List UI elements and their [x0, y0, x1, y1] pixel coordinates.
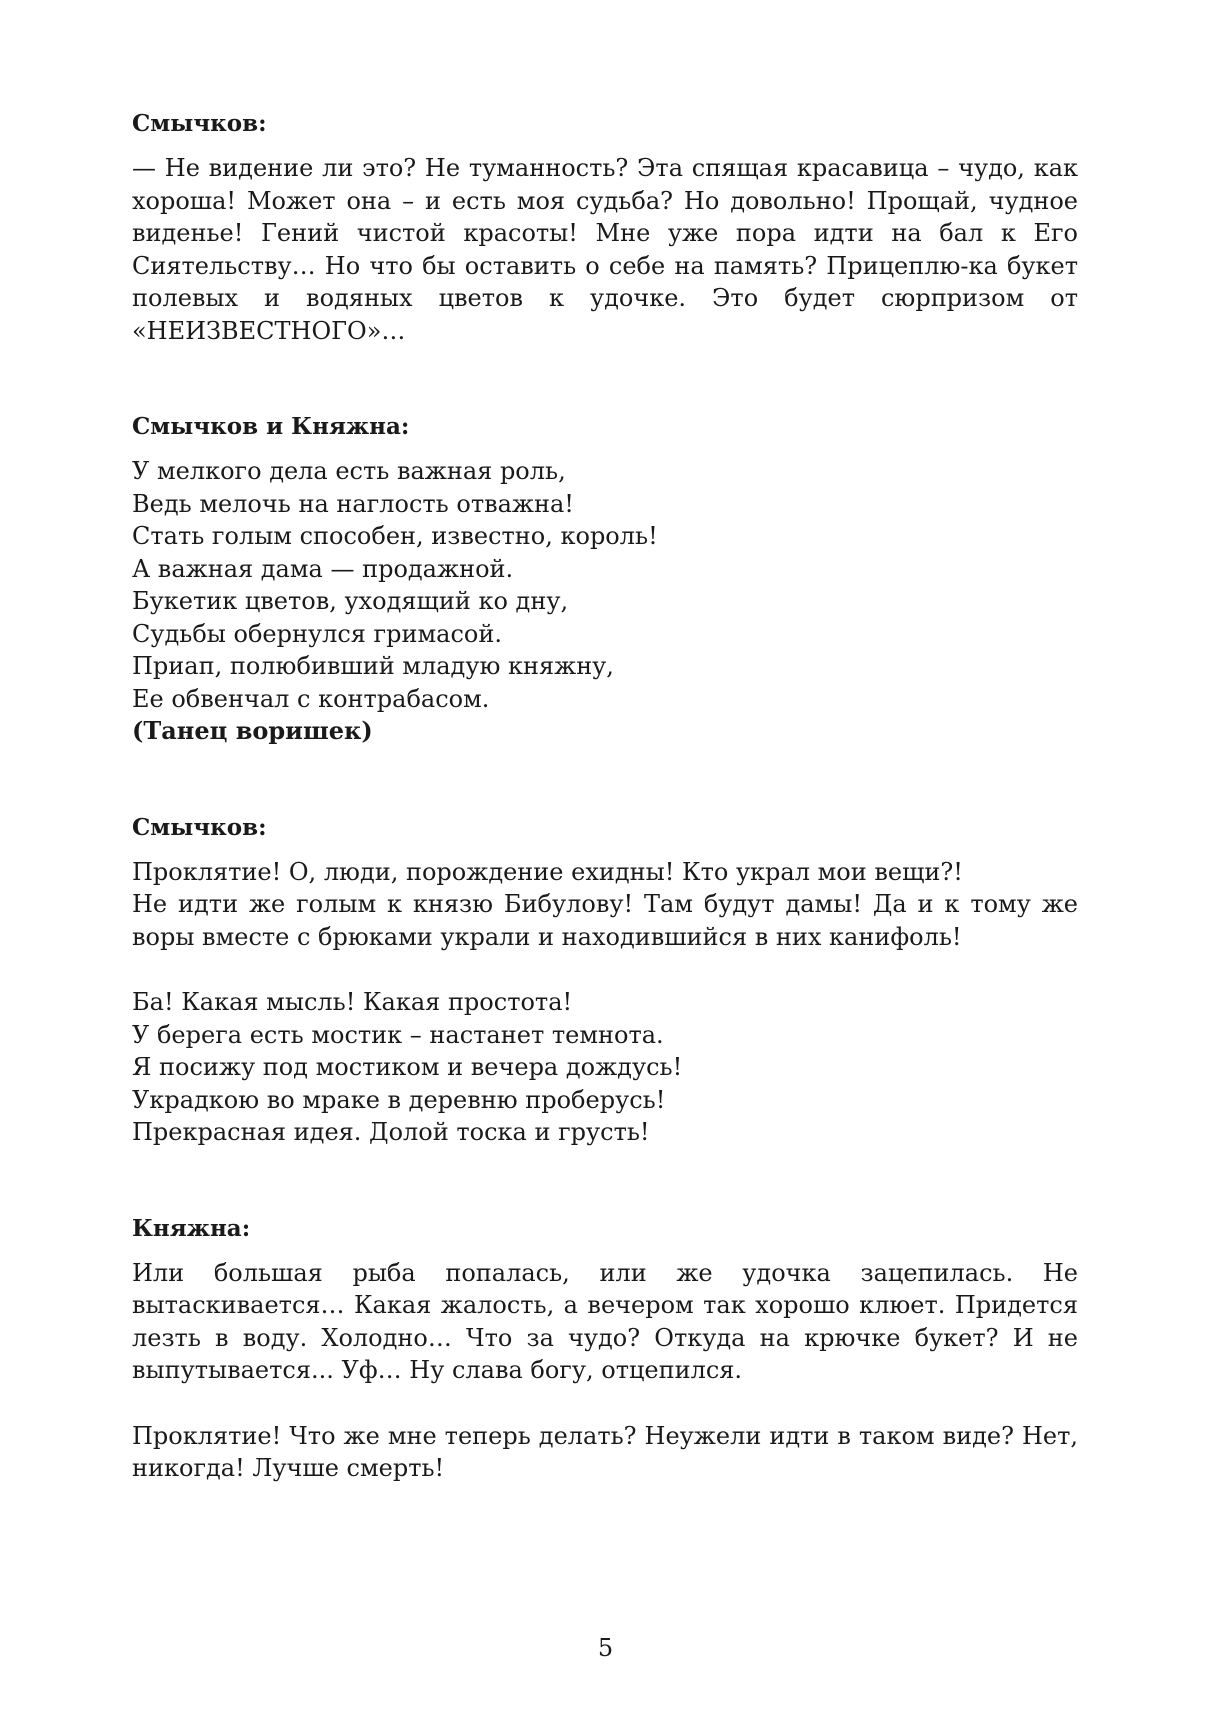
verse-line: Ведь мелочь на наглость отважна!: [132, 489, 574, 518]
dialogue-paragraph: Не идти же голым к князю Бибулову! Там будут дамы! Да и к тому же воры вместе с брюками украли и находившийся в них канифоль!: [132, 890, 1078, 951]
speaker-name: Смычков:: [132, 813, 267, 841]
dialogue-paragraph: Или большая рыба попалась, или же удочка зацепилась. Не вытаскивается… Какая жалость, а вечером так хорошо клюет. Придется лезть в воду. Холодно… Что за чудо? Откуда на крючке букет? И не выпутывается... Уф… Ну слава богу, отцепился.: [132, 1258, 1078, 1384]
verse-line: Украдкою во мраке в деревню проберусь!: [132, 1085, 666, 1114]
verse-line: Я посижу под мостиком и вечера дождусь!: [132, 1053, 683, 1081]
dialogue-paragraph: Проклятие! Что же мне теперь делать? Неужели идти в таком виде? Нет, никогда! Лучше смерть!: [132, 1421, 1078, 1482]
stage-direction: (Танец воришек): [132, 716, 373, 745]
verse-line: Ее обвенчал с контрабасом.: [132, 684, 490, 713]
verse: [132, 986, 1078, 1149]
page-content: [132, 108, 1078, 1485]
verse: [132, 856, 1078, 889]
verse-line: У мелкого дела есть важная роль,: [132, 457, 566, 485]
speaker-name: Смычков и Княжна:: [132, 413, 410, 440]
verse-line: Судьбы обернулся гримасой.: [132, 619, 502, 648]
verse-line: А важная дама — продажной.: [132, 554, 514, 583]
verse-line: У берега есть мостик – настанет темнота.: [132, 1020, 664, 1049]
speaker-name: Смычков:: [132, 110, 267, 137]
speaker-name: Княжна:: [132, 1214, 251, 1242]
verse-line: Стать голым способен, известно, король!: [132, 522, 658, 550]
verse-line: Ба! Какая мысль! Какая простота!: [132, 988, 573, 1016]
dialogue-paragraph: — Не видение ли это? Не туманность? Эта спящая красавица – чудо, как хороша! Может она – и есть моя судьба? Но довольно! Прощай, чудное виденье! Гений чистой красоты! Мне уже пора идти на бал к Его Сиятельству… Но что бы оставить о себе на память? Прицеплю-ка букет полевых и водяных цветов к удочке. Это будет сюрпризом от «НЕИЗВЕСТНОГО»…: [132, 154, 1078, 345]
verse-line: Приап, полюбивший младую княжну,: [132, 652, 614, 680]
verse-line: Букетик цветов, уходящий ко дну,: [132, 587, 569, 615]
verse-line: Проклятие! О, люди, порождение ехидны! Кто украл мои вещи?!: [132, 857, 963, 886]
verse-line: Прекрасная идея. Долой тоска и грусть!: [132, 1118, 650, 1146]
page-number: 5: [597, 1634, 614, 1662]
verse: [132, 455, 1078, 748]
